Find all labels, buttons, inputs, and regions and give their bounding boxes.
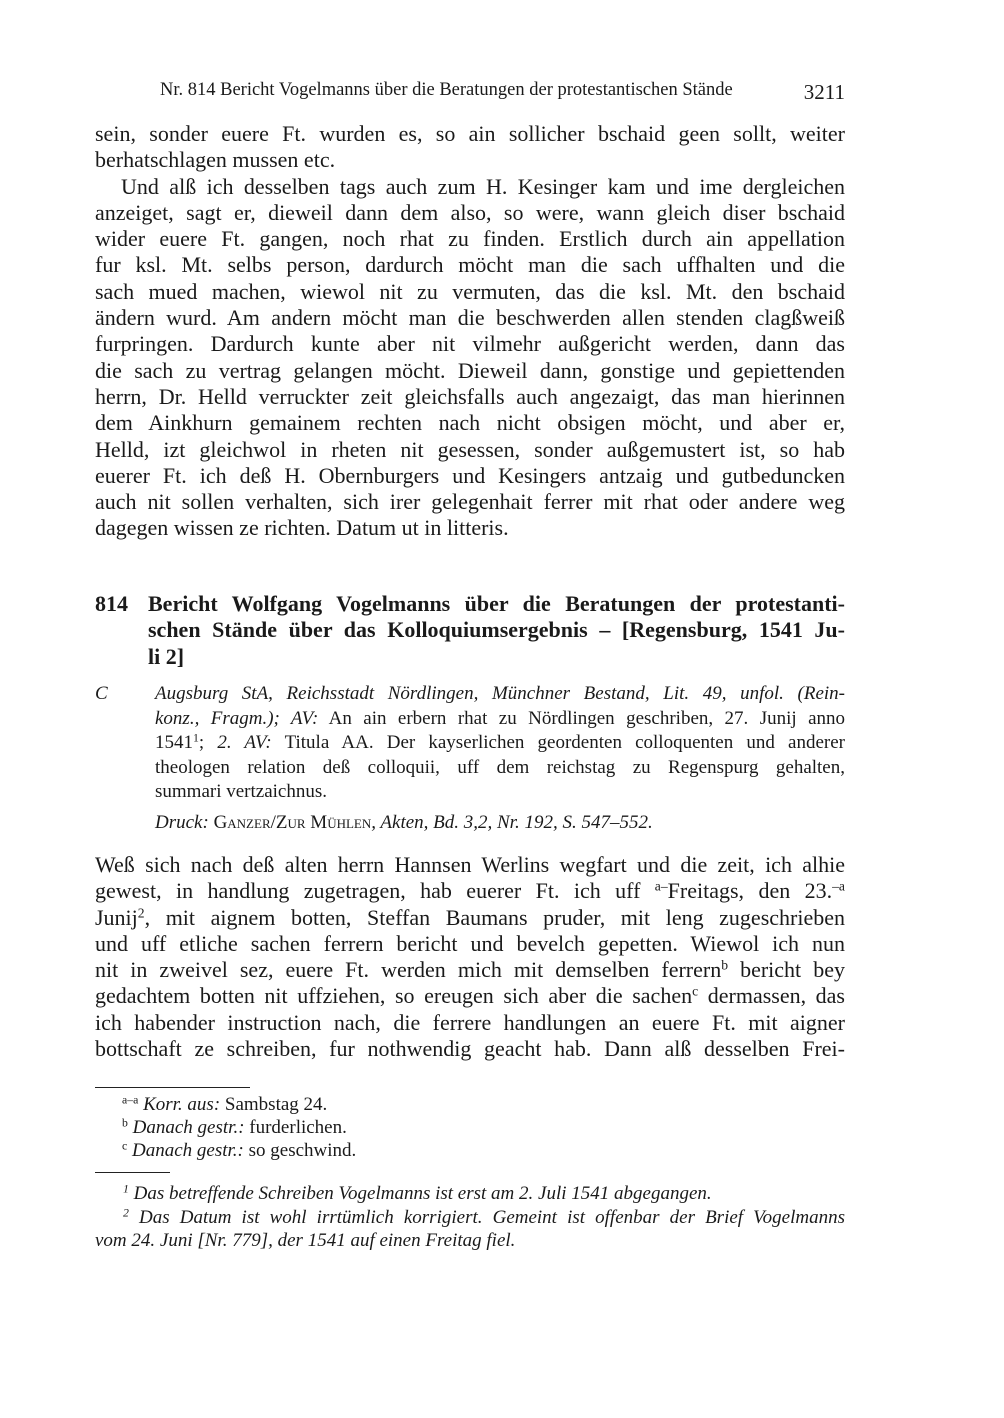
text-segment: wider euere Ft. gangen, noch rhat zu finden. Erstlich durch ain appellation [95,226,845,252]
footnotes-divider [95,1172,170,1173]
text-segment: Titula AA. Der kayserlichen geordenten colloquenten und anderer [271,732,845,754]
note-marker: 1 [123,1182,129,1196]
note-marker: 2 [137,905,145,921]
text-line [122,1116,356,1139]
text-segment: An ain erbern rhat zu Nördlingen geschriben, 27. Junij anno [318,707,845,729]
text-segment: schen Stände über das Kolloquiumsergebnis – [Regensburg, 1541 Ju- [148,617,845,643]
text-line [95,437,845,463]
text-segment: sach mued machen, wiewol nit zu vermuten, das die ksl. Mt. den bschaid [95,278,845,304]
text-segment: theologen relation deß colloquii, uff dem reichstag zu Regenspurg gehalten, [155,756,845,778]
document-title [148,591,845,670]
text-segment: Junij [95,904,138,930]
note-marker: a–a [122,1093,139,1107]
note-marker: 1 [193,731,199,745]
text-segment: dermassen, das [698,983,845,1009]
note-marker: a– [654,878,668,894]
text-segment: , Akten, Bd. 3,2, Nr. 192, S. 547–552. [371,812,653,833]
text-segment: auch nit sollen verhalten, sich irer gelegenhait ferrer mit rhat oder andere weg [95,489,845,515]
text-line [95,1010,845,1036]
text-segment: nit in zweivel sez, euere Ft. werden mich mit demselben ferrern [95,957,722,983]
text-segment: und uff etliche sachen ferrern bericht und bevelch gepetten. Wiewol ich nun [95,930,845,956]
text-line [95,489,845,515]
text-segment: die sach zu vertrag gelangen möcht. Dieweil dann, gonstige und gepiettenden [95,357,845,383]
text-line [122,1093,356,1116]
note-marker: c [122,1139,128,1153]
text-line [148,644,845,670]
text-line [155,682,845,707]
text-segment: Bericht Wolfgang Vogelmanns über die Beratungen der protestanti- [148,591,845,616]
note-marker: b [721,957,729,973]
text-line [95,226,845,252]
text-segment: Augsburg StA, Reichsstadt Nördlingen, Münchner Bestand, Lit. 49, unfol. (Rein- [155,683,845,704]
text-segment: Und alß ich desselben tags auch zum H. Kesinger kam und ime dergleichen [121,173,845,199]
page-number: 3211 [803,80,845,104]
text-line [95,174,845,200]
text-line [95,1182,845,1206]
text-line [95,358,845,384]
source-description [155,682,845,805]
continued-text-paragraph [95,121,845,542]
text-line [148,591,845,617]
text-segment: konz., Fragm.); AV: [155,707,319,729]
text-segment: anzeiget, sagt er, dieweil dann dem also, so were, wann gleich diser bschaid [95,199,845,225]
text-line [95,905,845,931]
text-segment: fur ksl. Mt. selbs person, dardurch möcht man die sach uffhalten und die [95,252,845,278]
text-line [148,617,845,643]
text-segment: vom 24. Juni [Nr. 779], der 1541 auf einen Freitag fiel. [95,1230,516,1251]
text-segment: ändern wurd. Am andern möcht man die beschwerden allen stenden clagßweiß [95,305,845,331]
text-segment: dem Ainkhurn gemainem rechten nach nicht obsigen möcht, und aber er, [95,410,845,436]
text-segment: furpringen. Dardurch kunte aber nit vilmehr außgericht werden, dann das [95,331,845,357]
text-segment: Freitags, den 23. [667,878,833,904]
text-line [95,463,845,489]
text-line [95,878,845,904]
text-segment: berhatschlagen mussen etc. [95,147,336,173]
text-segment: , mit aignem botten, Steffan Baumans pruder, mit leng zugeschrieben [144,904,845,930]
text-segment: Druck: [155,812,209,833]
text-line [95,1206,845,1230]
text-line [95,305,845,331]
text-line [95,931,845,957]
running-head [160,80,845,105]
document-number: 814 [95,591,128,616]
text-segment: summari vertzaichnus. [155,781,328,803]
note-marker: c [692,983,699,999]
text-segment: sein, sonder euere Ft. wurden es, so ain sollicher bschaid geen sollt, weiter [95,121,845,146]
text-segment: ich habender instruction nach, die ferrere handlungen an euere Ft. mit aigner [95,1009,845,1035]
text-segment: Korr. aus: [143,1094,221,1115]
text-segment: ; [198,732,218,754]
text-line [95,200,845,226]
note-marker: 2 [123,1206,129,1220]
text-line [95,410,845,436]
text-segment: 1541 [155,732,193,754]
text-line [155,780,845,805]
source-label: C [95,683,108,704]
note-marker: –a [832,878,845,894]
text-segment: dagegen wissen ze richten. Datum ut in litteris. [95,515,509,541]
text-line [95,121,845,147]
text-line [95,1036,845,1062]
text-line [122,1139,356,1162]
text-segment: Das betreffende Schreiben Vogelmanns ist erst am 2. Juli 1541 abgegangen. [128,1183,712,1204]
text-line [95,279,845,305]
text-line [155,731,845,756]
text-segment: Helld, izt gleichwol in rheten nit gesessen, sonder außgemustert ist, so hab [95,436,845,462]
running-head-title: Nr. 814 Bericht Vogelmanns über die Beratungen der protestantischen Stände [160,80,733,100]
text-line [95,983,845,1009]
text-line [155,707,845,732]
text-line [95,515,845,541]
text-segment: 2. AV: [217,732,272,754]
text-segment: Das Datum ist wohl irrtümlich korrigiert. Gemeint ist offenbar der Brief Vogelmanns [128,1206,845,1228]
text-segment: bericht bey [728,957,845,983]
text-segment: herrn, Dr. Helld verruckter zeit gleichsfalls auch angezaigt, das man hierinnen [95,383,845,409]
text-notes-divider [95,1087,250,1088]
text-segment: gedachtem botten nit uffziehen, so ereugen sich aber die sachen [95,983,693,1009]
text-line [95,331,845,357]
text-segment: gewest, in handlung zugetragen, hab euerer Ft. ich uff [95,878,655,904]
text-line [95,957,845,983]
text-line [95,1229,845,1253]
note-marker: b [122,1116,128,1130]
text-line [95,852,845,878]
footnotes [95,1182,845,1253]
text-segment: furderlichen. [244,1117,347,1138]
text-segment: Danach gestr.: [131,1140,244,1161]
text-segment: euerer Ft. ich deß H. Obernburgers und Kesingers antzaig und gutbeduncken [95,462,845,488]
text-line [95,384,845,410]
text-line [155,811,653,835]
text-segment: Weß sich nach deß alten herrn Hannsen Werlins wegfart und die zeit, ich alhie [95,852,845,877]
text-segment: so geschwind. [243,1140,357,1161]
text-segment: li 2] [148,643,185,669]
text-segment: Ganzer/Zur Mühlen [208,812,372,833]
text-segment: Sambstag 24. [220,1094,328,1115]
text-segment: bottschaft ze schreiben, fur nothwendig geacht hab. Dann alß desselben Frei- [95,1036,845,1062]
document-body-paragraph [95,852,845,1062]
text-critical-notes [122,1093,356,1162]
text-line [95,252,845,278]
print-reference [155,811,653,835]
text-line [95,147,845,173]
text-line [155,756,845,781]
text-segment: Danach gestr.: [132,1117,245,1138]
